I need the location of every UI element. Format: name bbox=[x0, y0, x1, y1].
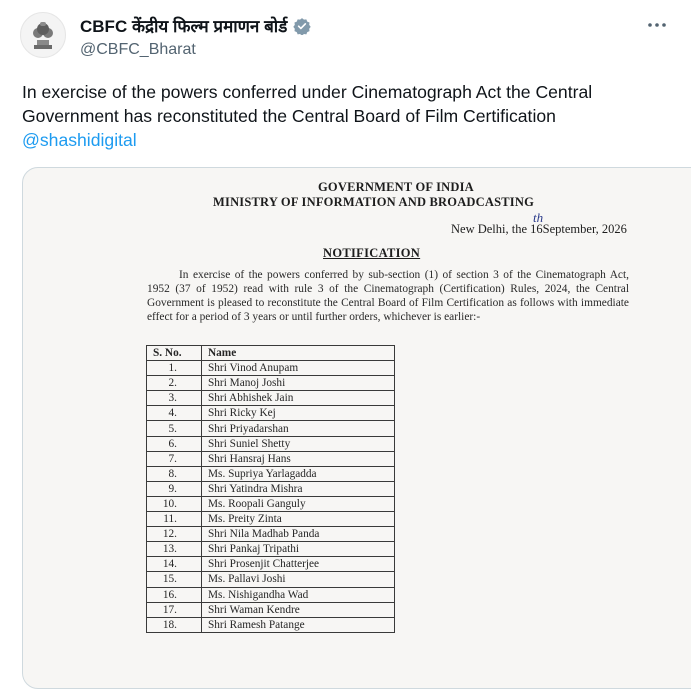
doc-date bbox=[451, 210, 627, 237]
member-name: Shri Yatindra Mishra bbox=[202, 481, 395, 496]
table-header-name: Name bbox=[202, 346, 395, 361]
doc-heading-ministry: MINISTRY OF INFORMATION AND BROADCASTING bbox=[213, 195, 535, 209]
table-row bbox=[147, 542, 395, 557]
tweet-text bbox=[22, 80, 662, 152]
doc-paragraph-text: In exercise of the powers conferred by sub-section (1) of section 3 of the Cinematograph Act, 1952 (37 of 1952) read with rule 3 of the Cinematograph (Certification) Rules, 2024, the Central Government is pleased to reconstitute the Central Board of Film Certification as follows with immediate effect for a period of 3 years or until further orders, whichever is earlier:- bbox=[147, 269, 629, 323]
table-header-sno: S. No. bbox=[147, 346, 202, 361]
member-number: 5. bbox=[147, 421, 202, 436]
member-number: 18. bbox=[147, 617, 202, 632]
member-number: 11. bbox=[147, 512, 202, 527]
table-row bbox=[147, 466, 395, 481]
table-row bbox=[147, 436, 395, 451]
table-row bbox=[147, 617, 395, 632]
table-row bbox=[147, 496, 395, 511]
member-name: Ms. Nishigandha Wad bbox=[202, 587, 395, 602]
member-number: 10. bbox=[147, 496, 202, 511]
handle[interactable]: @CBFC_Bharat bbox=[80, 41, 196, 58]
doc-paragraph bbox=[147, 268, 629, 324]
member-name: Shri Vinod Anupam bbox=[202, 361, 395, 376]
member-name: Ms. Pallavi Joshi bbox=[202, 572, 395, 587]
doc-date-handwritten: th bbox=[533, 210, 544, 225]
member-number: 9. bbox=[147, 481, 202, 496]
attached-document-image[interactable] bbox=[22, 167, 691, 689]
tweet-body: In exercise of the powers conferred under Cinematograph Act the Central Government has reconstituted the Central Board of Film Certification bbox=[22, 82, 593, 126]
member-name: Ms. Supriya Yarlagadda bbox=[202, 466, 395, 481]
member-name: Shri Abhishek Jain bbox=[202, 391, 395, 406]
member-number: 12. bbox=[147, 527, 202, 542]
mention-link[interactable]: @shashidigital bbox=[22, 130, 137, 150]
doc-notification-title: NOTIFICATION bbox=[323, 246, 421, 260]
member-name: Shri Pankaj Tripathi bbox=[202, 542, 395, 557]
doc-heading-government: GOVERNMENT OF INDIA bbox=[318, 180, 474, 194]
table-row bbox=[147, 376, 395, 391]
member-number: 2. bbox=[147, 376, 202, 391]
member-name: Ms. Roopali Ganguly bbox=[202, 496, 395, 511]
member-name: Shri Priyadarshan bbox=[202, 421, 395, 436]
table-row bbox=[147, 572, 395, 587]
member-number: 7. bbox=[147, 451, 202, 466]
avatar[interactable] bbox=[20, 12, 66, 58]
member-number: 17. bbox=[147, 602, 202, 617]
member-number: 8. bbox=[147, 466, 202, 481]
member-name: Shri Ramesh Patange bbox=[202, 617, 395, 632]
member-name: Shri Manoj Joshi bbox=[202, 376, 395, 391]
member-number: 1. bbox=[147, 361, 202, 376]
table-row bbox=[147, 481, 395, 496]
table-row bbox=[147, 587, 395, 602]
table-row bbox=[147, 391, 395, 406]
table-row bbox=[147, 512, 395, 527]
member-number: 15. bbox=[147, 572, 202, 587]
member-number: 3. bbox=[147, 391, 202, 406]
table-row bbox=[147, 361, 395, 376]
member-name: Shri Ricky Kej bbox=[202, 406, 395, 421]
doc-date-suffix: September, 2026 bbox=[542, 222, 627, 236]
member-number: 4. bbox=[147, 406, 202, 421]
display-name[interactable]: CBFC केंद्रीय फिल्म प्रमाणन बोर्ड bbox=[80, 17, 288, 36]
table-row bbox=[147, 406, 395, 421]
member-number: 6. bbox=[147, 436, 202, 451]
verified-badge-icon[interactable] bbox=[293, 17, 311, 35]
member-name: Shri Nila Madhab Panda bbox=[202, 527, 395, 542]
member-number: 16. bbox=[147, 587, 202, 602]
table-row bbox=[147, 451, 395, 466]
more-horizontal-icon[interactable] bbox=[646, 14, 668, 40]
member-name: Shri Hansraj Hans bbox=[202, 451, 395, 466]
doc-date-prefix: New Delhi, the 16 bbox=[451, 222, 543, 236]
tweet-header bbox=[80, 14, 311, 59]
table-row bbox=[147, 557, 395, 572]
member-name: Ms. Preity Zinta bbox=[202, 512, 395, 527]
member-name: Shri Suniel Shetty bbox=[202, 436, 395, 451]
emblem-icon bbox=[28, 18, 58, 52]
notification-document bbox=[23, 168, 691, 688]
members-table bbox=[146, 345, 395, 633]
member-number: 13. bbox=[147, 542, 202, 557]
member-name: Shri Waman Kendre bbox=[202, 602, 395, 617]
member-number: 14. bbox=[147, 557, 202, 572]
table-row bbox=[147, 602, 395, 617]
table-row bbox=[147, 421, 395, 436]
table-row bbox=[147, 527, 395, 542]
member-name: Shri Prosenjit Chatterjee bbox=[202, 557, 395, 572]
